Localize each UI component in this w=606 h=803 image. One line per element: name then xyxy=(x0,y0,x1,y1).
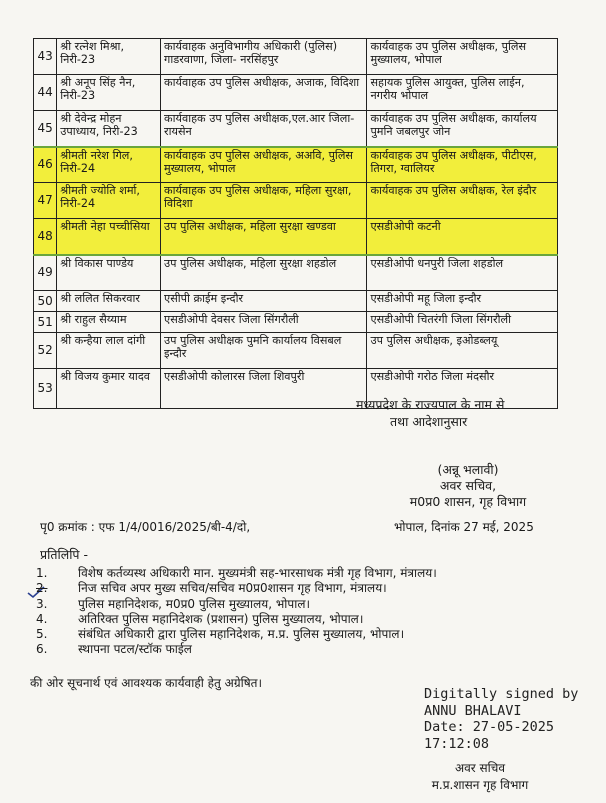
new-posting: एसडीओपी गरोठ जिला मंदसौर xyxy=(367,369,558,409)
current-posting: उप पुलिस अधीक्षक पुमनि कार्यालय विसबल इन्दौर xyxy=(161,333,367,369)
row-number: 46 xyxy=(34,147,57,183)
list-item xyxy=(30,627,570,642)
list-item xyxy=(30,612,570,627)
current-posting: कार्यवाहक अनुविभागीय अधिकारी (पुलिस) गाडरवाणा, जिला- नरसिंहपुर xyxy=(161,39,367,75)
new-posting: एसडीओपी धनपुरी जिला शहडोल xyxy=(367,255,558,291)
list-item-number: 5. xyxy=(36,627,48,642)
transfer-table xyxy=(33,38,558,409)
officer-name: श्री अनूप सिंह नैन, निरी-23 xyxy=(57,75,161,111)
officer-name: श्रीमती ज्योति शर्मा, निरी-24 xyxy=(57,183,161,219)
list-item xyxy=(30,581,570,596)
copy-label: प्रतिलिपि - xyxy=(40,547,89,562)
digital-signature-line-4: 17:12:08 xyxy=(424,735,490,752)
new-posting: एसडीओपी महू जिला इन्दौर xyxy=(367,291,558,312)
current-posting: एसीपी क्राईम इन्दौर xyxy=(161,291,367,312)
order-line-2: तथा आदेशानुसार xyxy=(390,414,468,429)
row-number: 44 xyxy=(34,75,57,111)
signatory-name: (अन्नू भलावी) xyxy=(437,462,499,477)
table-row xyxy=(34,39,558,75)
row-number: 47 xyxy=(34,183,57,219)
signatory-dept: म0प्र0 शासन, गृह विभाग xyxy=(409,494,527,509)
bottom-designation: अवर सचिव xyxy=(454,761,506,775)
copy-list xyxy=(30,566,570,658)
current-posting: कार्यवाहक उप पुलिस अधीक्षक,एल.आर जिला-रायसेन xyxy=(161,111,367,147)
new-posting: कार्यवाहक उप पुलिस अधीक्षक, पुलिस मुख्यालय, भोपाल xyxy=(367,39,558,75)
bottom-dept: म.प्र.शासन गृह विभाग xyxy=(431,778,529,792)
new-posting: कार्यवाहक उप पुलिस अधीक्षक, कार्यालय पुमनि जबलपुर जोन xyxy=(367,111,558,147)
order-line-1: मध्यप्रदेश के राज्यपाल के नाम से xyxy=(356,397,505,412)
table-row xyxy=(34,147,558,183)
list-item-text: अतिरिक्त पुलिस महानिदेशक (प्रशासन) पुलिस मुख्यालय, भोपाल। xyxy=(78,611,364,626)
row-number: 49 xyxy=(34,255,57,291)
list-item-number: 1. xyxy=(36,566,48,580)
officer-name: श्री ललित सिकरवार xyxy=(57,291,161,312)
new-posting: सहायक पुलिस आयुक्त, पुलिस लाईन, नगरीय भोपाल xyxy=(367,75,558,111)
list-item-number: 3. xyxy=(36,596,48,611)
list-item-text: पुलिस महानिदेशक, म0प्र0 पुलिस मुख्यालय, भोपाल। xyxy=(78,596,311,611)
copy-footer: की ओर सूचनार्थ एवं आवश्यक कार्यवाही हेतु अग्रेषित। xyxy=(30,676,263,690)
table-row xyxy=(34,183,558,219)
current-posting: उप पुलिस अधीक्षक, महिला सुरक्षा शहडोल xyxy=(161,255,367,291)
new-posting: एसडीओपी कटनी xyxy=(367,219,558,255)
table-row xyxy=(34,111,558,147)
officer-name: श्री रत्नेश मिश्रा, निरी-23 xyxy=(57,39,161,75)
current-posting: एसडीओपी देवसर जिला सिंगरौली xyxy=(161,312,367,333)
reference-line xyxy=(40,520,580,535)
digital-signature-line-1: Digitally signed by xyxy=(424,686,579,702)
reference-place-date: भोपाल, दिनांक 27 मई, 2025 xyxy=(394,520,534,534)
row-number: 48 xyxy=(34,219,57,255)
current-posting: उप पुलिस अधीक्षक, महिला सुरक्षा खण्डवा xyxy=(161,219,367,255)
current-posting: कार्यवाहक उप पुलिस अधीक्षक, महिला सुरक्षा, विदिशा xyxy=(161,183,367,219)
list-item-text: संबंधित अधिकारी द्वारा पुलिस महानिदेशक, म.प्र. पुलिस मुख्यालय, भोपाल। xyxy=(78,627,405,642)
digital-signature-line-2: ANNU BHALAVI xyxy=(424,702,522,719)
signatory-block xyxy=(388,462,548,510)
row-number: 53 xyxy=(34,369,57,409)
table-row xyxy=(34,312,558,333)
new-posting: कार्यवाहक उप पुलिस अधीक्षक, रेल इंदौर xyxy=(367,183,558,219)
order-authority xyxy=(356,396,504,430)
officer-name: श्री विजय कुमार यादव xyxy=(57,369,161,409)
new-posting: उप पुलिस अधीक्षक, इओडब्लयू xyxy=(367,333,558,369)
new-posting: कार्यवाहक उप पुलिस अधीक्षक, पीटीएस, तिगरा, ग्वालियर xyxy=(367,147,558,183)
list-item-text: निज सचिव अपर मुख्य सचिव/सचिव म0प्र0शासन गृह विभाग, मंत्रालय। xyxy=(78,581,387,596)
row-number: 52 xyxy=(34,333,57,369)
bottom-signatory xyxy=(405,760,555,794)
officer-name: श्रीमती नरेश गिल, निरी-24 xyxy=(57,147,161,183)
current-posting: कार्यवाहक उप पुलिस अधीक्षक, अजाक, विदिशा xyxy=(161,75,367,111)
current-posting: कार्यवाहक उप पुलिस अधीक्षक, अअवि, पुलिस मुख्यालय, भोपाल xyxy=(161,147,367,183)
list-item xyxy=(30,566,570,581)
list-item-text: स्थापना पटल/स्टॉक फाईल xyxy=(78,642,192,657)
officer-name: श्री कन्हैया लाल दांगी xyxy=(57,333,161,369)
table-row xyxy=(34,291,558,312)
table-row xyxy=(34,255,558,291)
current-posting: एसडीओपी कोलारस जिला शिवपुरी xyxy=(161,369,367,409)
officer-name: श्री विकास पाण्डेय xyxy=(57,255,161,291)
signatory-designation: अवर सचिव, xyxy=(439,478,497,493)
list-item-text: विशेष कर्तव्यस्थ अधिकारी मान. मुख्यमंत्री सह-भारसाधक मंत्री गृह विभाग, मंत्रालय। xyxy=(78,566,437,580)
table-row xyxy=(34,333,558,369)
table-row xyxy=(34,219,558,255)
officer-name: श्री देवेन्द्र मोहन उपाध्याय, निरी-23 xyxy=(57,111,161,147)
digital-signature-line-3: Date: 27-05-2025 xyxy=(424,719,555,735)
row-number: 45 xyxy=(34,111,57,147)
digital-signature xyxy=(424,686,578,752)
list-item xyxy=(30,642,570,657)
officer-name: श्रीमती नेहा पच्चीसिया xyxy=(57,219,161,255)
list-item xyxy=(30,597,570,612)
row-number: 43 xyxy=(34,39,57,75)
table-row xyxy=(34,75,558,111)
list-item-number: 2. xyxy=(36,581,48,596)
reference-number: पृ0 क्रमांक : एफ 1/4/0016/2025/बी-4/दो, xyxy=(40,520,251,534)
list-item-number: 4. xyxy=(36,611,48,626)
row-number: 51 xyxy=(34,312,57,333)
officer-name: श्री राहुल सैय्याम xyxy=(57,312,161,333)
new-posting: एसडीओपी चितरंगी जिला सिंगरौली xyxy=(367,312,558,333)
row-number: 50 xyxy=(34,291,57,312)
list-item-number: 6. xyxy=(36,642,48,657)
